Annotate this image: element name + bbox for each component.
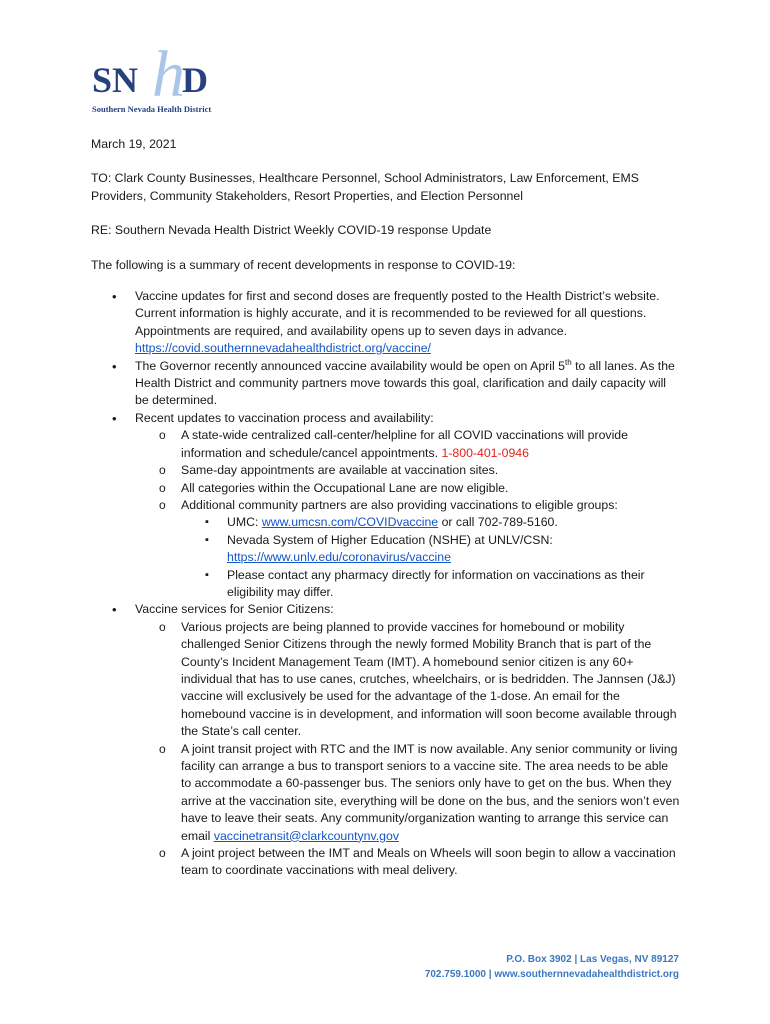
bullet-text: Vaccine services for Senior Citizens: <box>135 602 334 617</box>
list-item <box>91 410 681 601</box>
sub-list-item: o All categories within the Occupational Lane are now eligible. <box>135 480 681 497</box>
sub-list-item: o Same-day appointments are available at vaccination sites. <box>135 462 681 479</box>
sub-item-text: Additional community partners are also providing vaccinations to eligible groups: <box>181 497 618 512</box>
partner-item-nshe <box>181 532 681 567</box>
logo-subtitle: Southern Nevada Health District <box>92 104 212 114</box>
bullet-text: Vaccine updates for first and second doses are frequently posted to the Health District’s website. Current information is highly accurate, and it is recommended to be reviewed for all questions. Appointments are required, and availability opens up to seven days in advance. <box>135 289 660 338</box>
partner-item-pharmacy: ▪ Please contact any pharmacy directly for information on vaccinations as their eligibility may differ. <box>181 567 681 602</box>
snhd-logo <box>90 44 230 114</box>
sub-list-item: o A joint project between the IMT and Meals on Wheels will soon begin to allow a vaccination team to coordinate vaccinations with meal delivery. <box>135 845 681 880</box>
sub-list-item <box>135 497 681 601</box>
sub-list <box>135 427 681 601</box>
letter-intro: The following is a summary of recent developments in response to COVID-19: <box>91 257 516 272</box>
partner-text: Nevada System of Higher Education (NSHE) at UNLV/CSN: <box>227 532 553 547</box>
logo-letter-d: D <box>182 60 208 100</box>
sub-list-item <box>135 427 681 462</box>
list-item <box>91 358 681 410</box>
letter-subject: RE: Southern Nevada Health District Weekly COVID-19 response Update <box>91 223 492 238</box>
letter-recipients: TO: Clark County Businesses, Healthcare Personnel, School Administrators, Law Enforcement, EMS Providers, Community Stakeholders, Resort Properties, and Election Personnel <box>91 171 639 203</box>
partner-text: UMC: <box>227 515 262 530</box>
sub-list <box>135 619 681 880</box>
bullet-text-cont: to all lanes. As the Health District and community partners move towards this goal, clarification and daily capacity will be determined. <box>135 358 675 408</box>
partner-item-umc <box>181 514 681 531</box>
list-item <box>91 601 681 880</box>
unlv-link[interactable]: https://www.unlv.edu/coronavirus/vaccine <box>227 550 451 565</box>
helpline-phone: 1-800-401-0946 <box>441 445 529 460</box>
logo-letters-sn: SN <box>92 60 139 100</box>
logo-letter-h: h <box>152 44 185 111</box>
superscript: th <box>564 357 572 367</box>
list-item <box>91 288 681 358</box>
partner-list <box>181 514 681 601</box>
vaccine-info-link[interactable]: https://covid.southernnevadahealthdistrict.org/vaccine/ <box>135 341 431 356</box>
sub-item-text: A joint transit project with RTC and the IMT is now available. Any senior community or living facility can arrange a bus to transport seniors to a vaccine site. The area needs to be able to accommodate a 60-passenger bus. The seniors only have to get on the bus. When they arrive at the vaccination site, everything will be done on the bus, and the seniors won’t even have to leave their seats. Any community/organization wanting to arrange this service can email <box>181 741 680 843</box>
letter-footer <box>425 952 679 982</box>
sub-list-item: o Various projects are being planned to provide vaccines for homebound or mobility challenged Senior Citizens through the newly formed Mobility Branch that is part of the County’s Incident Management Team (IMT). A homebound senior citizen is any 60+ individual that has to use canes, crutches, wheelchairs, or is bedridden. The Jannsen (J&J) vaccine will exclusively be used for the advantage of the 1-dose. An email for the homebound vaccine is in development, and information will soon become available through the State’s call center. <box>135 619 681 741</box>
letter-body <box>91 136 681 880</box>
sub-list-item <box>135 741 681 845</box>
letter-date: March 19, 2021 <box>91 137 177 151</box>
updates-list <box>91 288 681 880</box>
sub-item-text: A state-wide centralized call-center/helpline for all COVID vaccinations will provide information and schedule/cancel appointments. <box>181 428 628 460</box>
footer-address: P.O. Box 3902 | Las Vegas, NV 89127 <box>506 954 679 965</box>
bullet-text: The Governor recently announced vaccine availability would be open on April 5 <box>135 358 565 373</box>
vaccinetransit-email-link[interactable]: vaccinetransit@clarkcountynv.gov <box>213 828 399 843</box>
partner-text-cont: or call 702-789-5160. <box>438 515 558 530</box>
footer-contact: 702.759.1000 | www.southernnevadahealthdistrict.org <box>424 969 679 980</box>
bullet-text: Recent updates to vaccination process and availability: <box>135 410 434 425</box>
umc-link[interactable]: www.umcsn.com/COVIDvaccine <box>261 515 439 530</box>
